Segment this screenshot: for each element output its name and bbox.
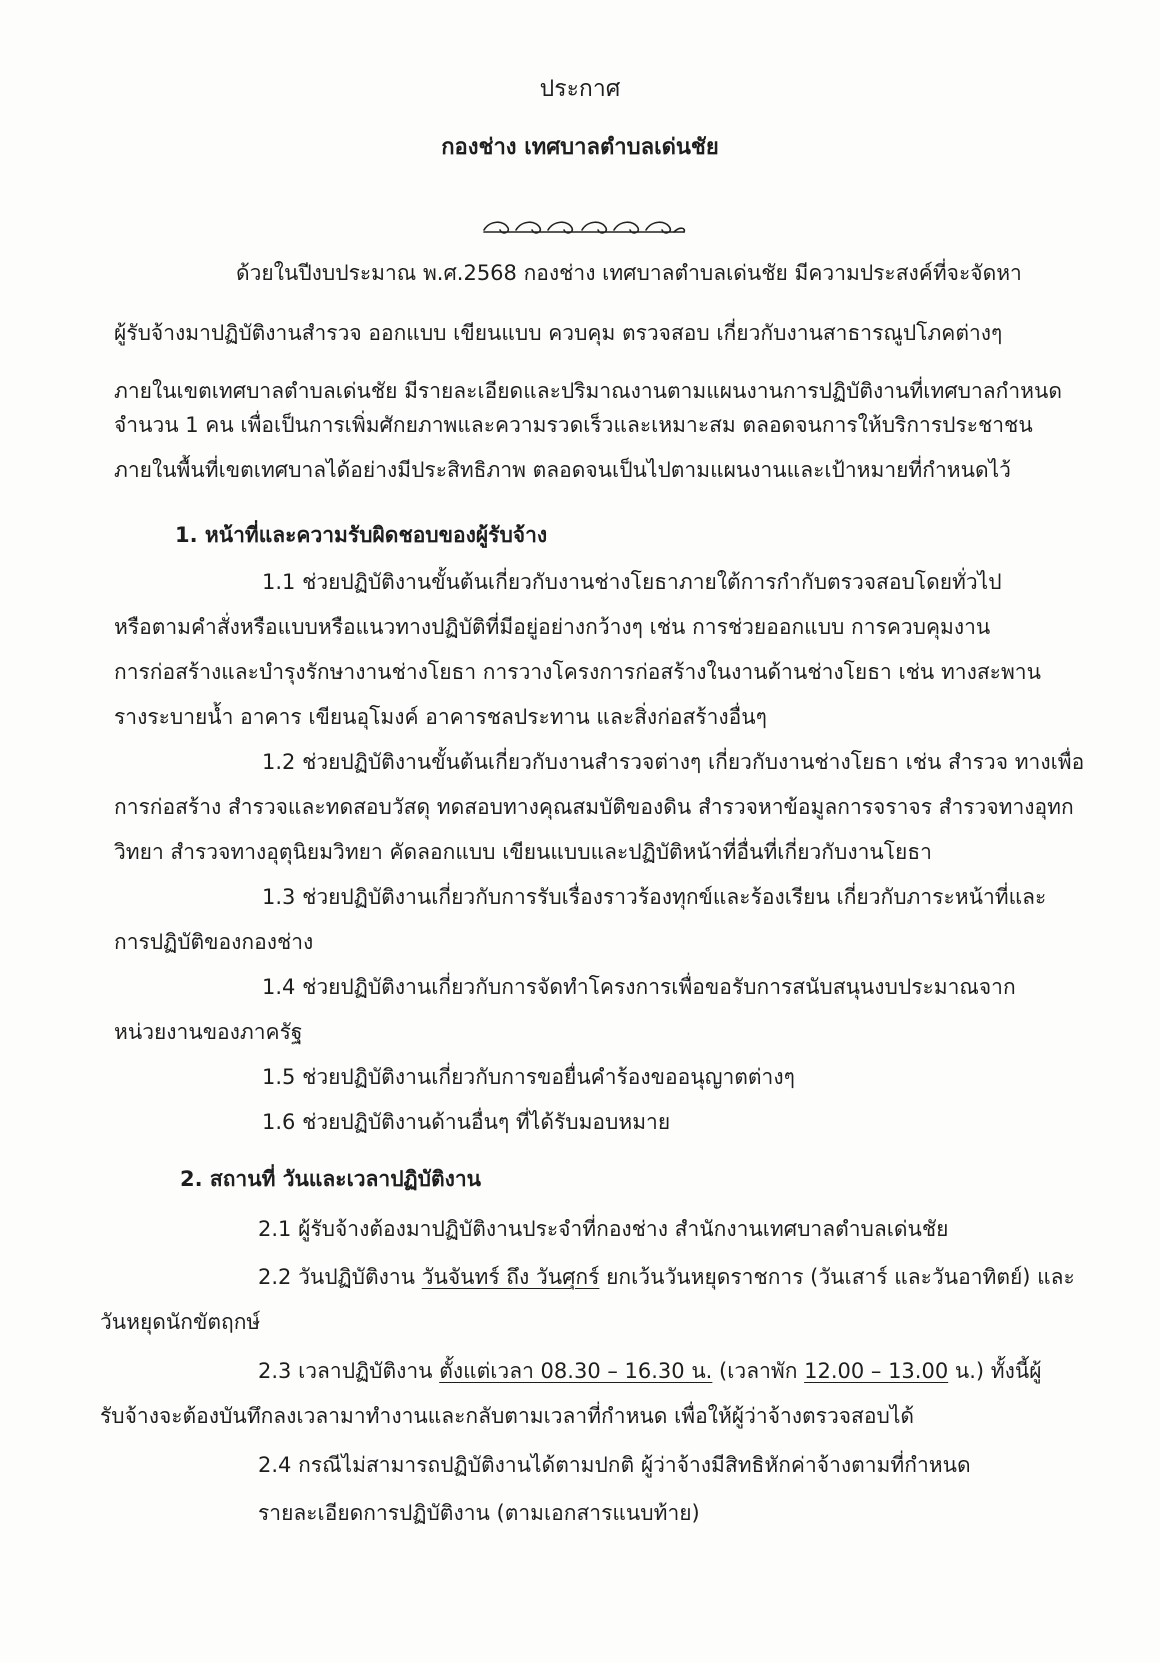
item-2-2-line-2: วันหยุดนักขัตฤกษ์ [100,1310,261,1334]
item-2-4: 2.4 กรณีไม่สามารถปฏิบัติงานได้ตามปกติ ผู้ว่าจ้างมีสิทธิหักค่าจ้างตามที่กำหนด [258,1453,971,1477]
item-1-4-line-1: 1.4 ช่วยปฏิบัติงานเกี่ยวกับการจัดทำโครงการเพื่อขอรับการสนับสนุนงบประมาณจาก [262,975,1016,999]
item-2-3-line-2: รับจ้างจะต้องบันทึกลงเวลามาทำงานและกลับตามเวลาที่กำหนด เพื่อให้ผู้ว่าจ้างตรวจสอบได้ [100,1404,915,1428]
item-2-3-middle: (เวลาพัก [712,1359,805,1383]
section-1-heading: 1. หน้าที่และความรับผิดชอบของผู้รับจ้าง [175,523,548,547]
item-1-1-line-1: 1.1 ช่วยปฏิบัติงานขั้นต้นเกี่ยวกับงานช่างโยธาภายใต้การกำกับตรวจสอบโดยทั่วไป [262,570,1002,594]
item-2-3-suffix: น.) ทั้งนี้ผู้ [948,1359,1042,1383]
item-1-2-line-2: การก่อสร้าง สำรวจและทดสอบวัสดุ ทดสอบทางคุณสมบัติของดิน สำรวจหาข้อมูลการจราจร สำรวจทางอุทก [114,795,1074,819]
item-1-1-line-3: การก่อสร้างและบำรุงรักษางานช่างโยธา การวางโครงการก่อสร้างในงานด้านช่างโยธา เช่น ทางสะพาน [114,660,1041,684]
section-2-heading: 2. สถานที่ วันและเวลาปฏิบัติงาน [180,1167,481,1191]
working-hours: ตั้งแต่เวลา 08.30 – 16.30 น. [439,1359,713,1383]
item-1-3-line-1: 1.3 ช่วยปฏิบัติงานเกี่ยวกับการรับเรื่องราวร้องทุกข์และร้องเรียน เกี่ยวกับภาระหน้าที่และ [262,885,1047,909]
item-2-2-line-1 [258,1262,1075,1292]
item-1-5: 1.5 ช่วยปฏิบัติงานเกี่ยวกับการขอยื่นคำร้องขออนุญาตต่างๆ [262,1065,795,1089]
intro-line-3: ภายในเขตเทศบาลตำบลเด่นชัย มีรายละเอียดและปริมาณงานตามแผนงานการปฏิบัติงานที่เทศบาลกำหนด [114,379,1062,403]
intro-line-2: ผู้รับจ้างมาปฏิบัติงานสำรวจ ออกแบบ เขียนแบบ ควบคุม ตรวจสอบ เกี่ยวกับงานสาธารณูปโภคต่างๆ [114,321,1003,345]
department-name: กองช่าง เทศบาลตำบลเด่นชัย [441,135,719,160]
details-note: รายละเอียดการปฏิบัติงาน (ตามเอกสารแนบท้าย) [258,1501,700,1525]
item-2-2-prefix: 2.2 วันปฏิบัติงาน [258,1265,422,1289]
item-1-1-line-4: รางระบายน้ำ อาคาร เขียนอุโมงค์ อาคารชลประทาน และสิ่งก่อสร้างอื่นๆ [114,705,767,729]
intro-line-4: จำนวน 1 คน เพื่อเป็นการเพิ่มศักยภาพและความรวดเร็วและเหมาะสม ตลอดจนการให้บริการประชาชน [114,413,1033,437]
item-2-1: 2.1 ผู้รับจ้างต้องมาปฏิบัติงานประจำที่กองช่าง สำนักงานเทศบาลตำบลเด่นชัย [258,1217,949,1241]
intro-line-1: ด้วยในปีงบประมาณ พ.ศ.2568 กองช่าง เทศบาลตำบลเด่นชัย มีความประสงค์ที่จะจัดหา [236,261,1022,285]
item-2-3-prefix: 2.3 เวลาปฏิบัติงาน [258,1359,440,1383]
item-2-2-suffix: ยกเว้นวันหยุดราชการ (วันเสาร์ และวันอาทิตย์) และ [599,1265,1075,1289]
break-hours: 12.00 – 13.00 [804,1359,949,1383]
ornament-divider-icon [480,216,690,238]
working-days: วันจันทร์ ถึง วันศุกร์ [421,1265,600,1289]
item-2-3-line-1 [258,1356,1042,1386]
item-1-6: 1.6 ช่วยปฏิบัติงานด้านอื่นๆ ที่ได้รับมอบหมาย [262,1110,671,1134]
item-1-2-line-3: วิทยา สำรวจทางอุตุนิยมวิทยา คัดลอกแบบ เขียนแบบและปฏิบัติหน้าที่อื่นที่เกี่ยวกับงานโยธา [114,840,932,864]
intro-line-5: ภายในพื้นที่เขตเทศบาลได้อย่างมีประสิทธิภาพ ตลอดจนเป็นไปตามแผนงานและเป้าหมายที่กำหนดไว้ [114,458,1011,482]
item-1-4-line-2: หน่วยงานของภาครัฐ [114,1020,303,1044]
item-1-1-line-2: หรือตามคำสั่งหรือแบบหรือแนวทางปฏิบัติที่มีอยู่อย่างกว้างๆ เช่น การช่วยออกแบบ การควบคุมงาน [114,615,991,639]
item-1-2-line-1: 1.2 ช่วยปฏิบัติงานขั้นต้นเกี่ยวกับงานสำรวจต่างๆ เกี่ยวกับงานช่างโยธา เช่น สำรวจ ทางเพื่อ [262,750,1085,774]
item-1-3-line-2: การปฏิบัติของกองช่าง [114,930,314,954]
document-title: ประกาศ [539,76,621,102]
